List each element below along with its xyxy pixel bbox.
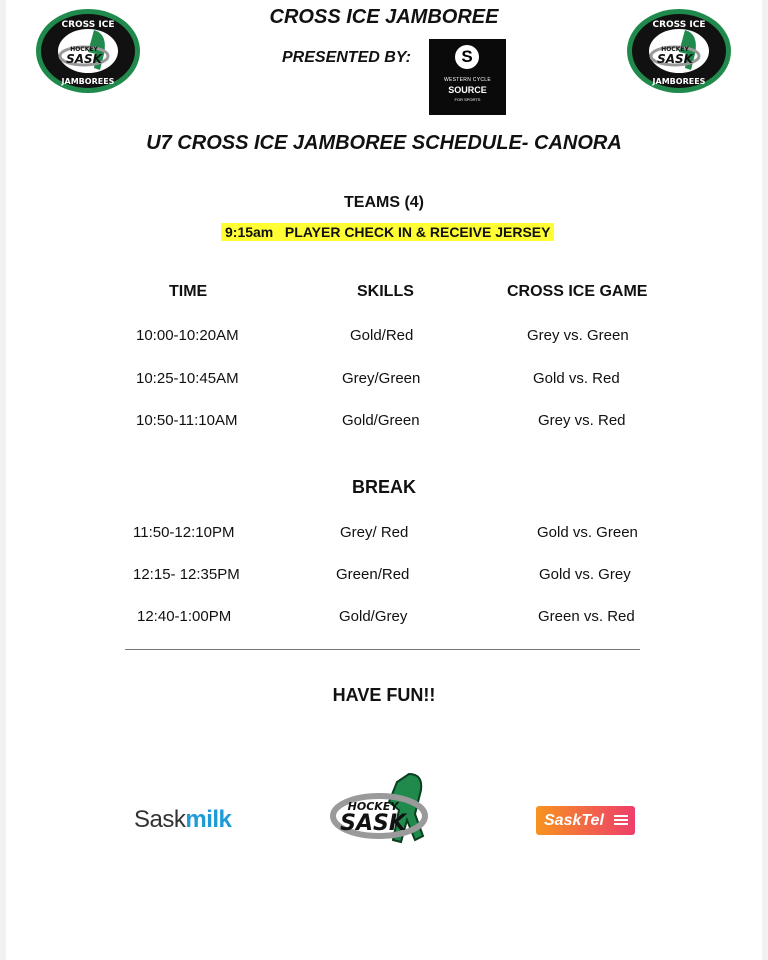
row-game: Grey vs. Green (527, 327, 629, 344)
hockey-sask-logo (329, 768, 441, 854)
page-title: CROSS ICE JAMBOREE (269, 6, 499, 28)
row-game: Grey vs. Red (538, 412, 626, 429)
row-skills: Grey/Green (342, 370, 421, 387)
source-s-icon: S (455, 45, 479, 69)
svg-text:SASK: SASK (66, 52, 102, 66)
source-for-sports-logo: S WESTERN CYCLE SOURCE FOR SPORTS (429, 39, 506, 115)
row-skills: Gold/Green (342, 412, 420, 429)
schedule-title: U7 CROSS ICE JAMBOREE SCHEDULE- CANORA (146, 132, 622, 154)
teams-count: TEAMS (4) (344, 194, 424, 211)
row-time: 12:40-1:00PM (137, 608, 232, 625)
column-header-time: TIME (169, 283, 208, 300)
svg-text:SASK: SASK (657, 52, 693, 66)
svg-text:CROSS ICE: CROSS ICE (652, 20, 706, 30)
row-game: Gold vs. Red (533, 370, 620, 387)
row-game: Green vs. Red (538, 608, 635, 625)
row-time: 11:50-12:10PM (133, 524, 235, 541)
svg-text:SASK: SASK (340, 811, 406, 836)
column-header-game: CROSS ICE GAME (507, 283, 648, 300)
presented-by-label: PRESENTED BY: (282, 49, 411, 66)
break-label: BREAK (351, 477, 416, 497)
row-skills: Gold/Grey (339, 608, 408, 625)
svg-text:JAMBOREES: JAMBOREES (652, 77, 706, 86)
logo-top-text: CROSS ICE (61, 20, 115, 30)
row-game: Gold vs. Grey (539, 566, 631, 583)
row-skills: Green/Red (336, 566, 410, 583)
row-game: Gold vs. Green (537, 524, 638, 541)
sasktel-logo: SaskTel (536, 806, 635, 835)
column-header-skills: SKILLS (357, 283, 414, 300)
svg-text:HOCKEY: HOCKEY (347, 800, 399, 813)
divider (125, 649, 640, 650)
row-time: 12:15- 12:35PM (133, 566, 240, 583)
sasktel-lines-icon (614, 815, 628, 827)
row-time: 10:00-10:20AM (136, 327, 239, 344)
row-skills: Gold/Red (350, 327, 414, 344)
row-skills: Grey/ Red (340, 524, 409, 541)
svg-text:HOCKEY: HOCKEY (661, 46, 689, 53)
saskmilk-logo: Saskmilk (134, 806, 232, 833)
logo-bottom-text: JAMBOREES (61, 77, 115, 86)
svg-text:HOCKEY: HOCKEY (70, 46, 98, 53)
have-fun-text: HAVE FUN!! (332, 685, 436, 705)
checkin-highlight: 9:15am PLAYER CHECK IN & RECEIVE JERSEY (221, 223, 554, 241)
row-time: 10:50-11:10AM (136, 412, 238, 429)
row-time: 10:25-10:45AM (136, 370, 239, 387)
